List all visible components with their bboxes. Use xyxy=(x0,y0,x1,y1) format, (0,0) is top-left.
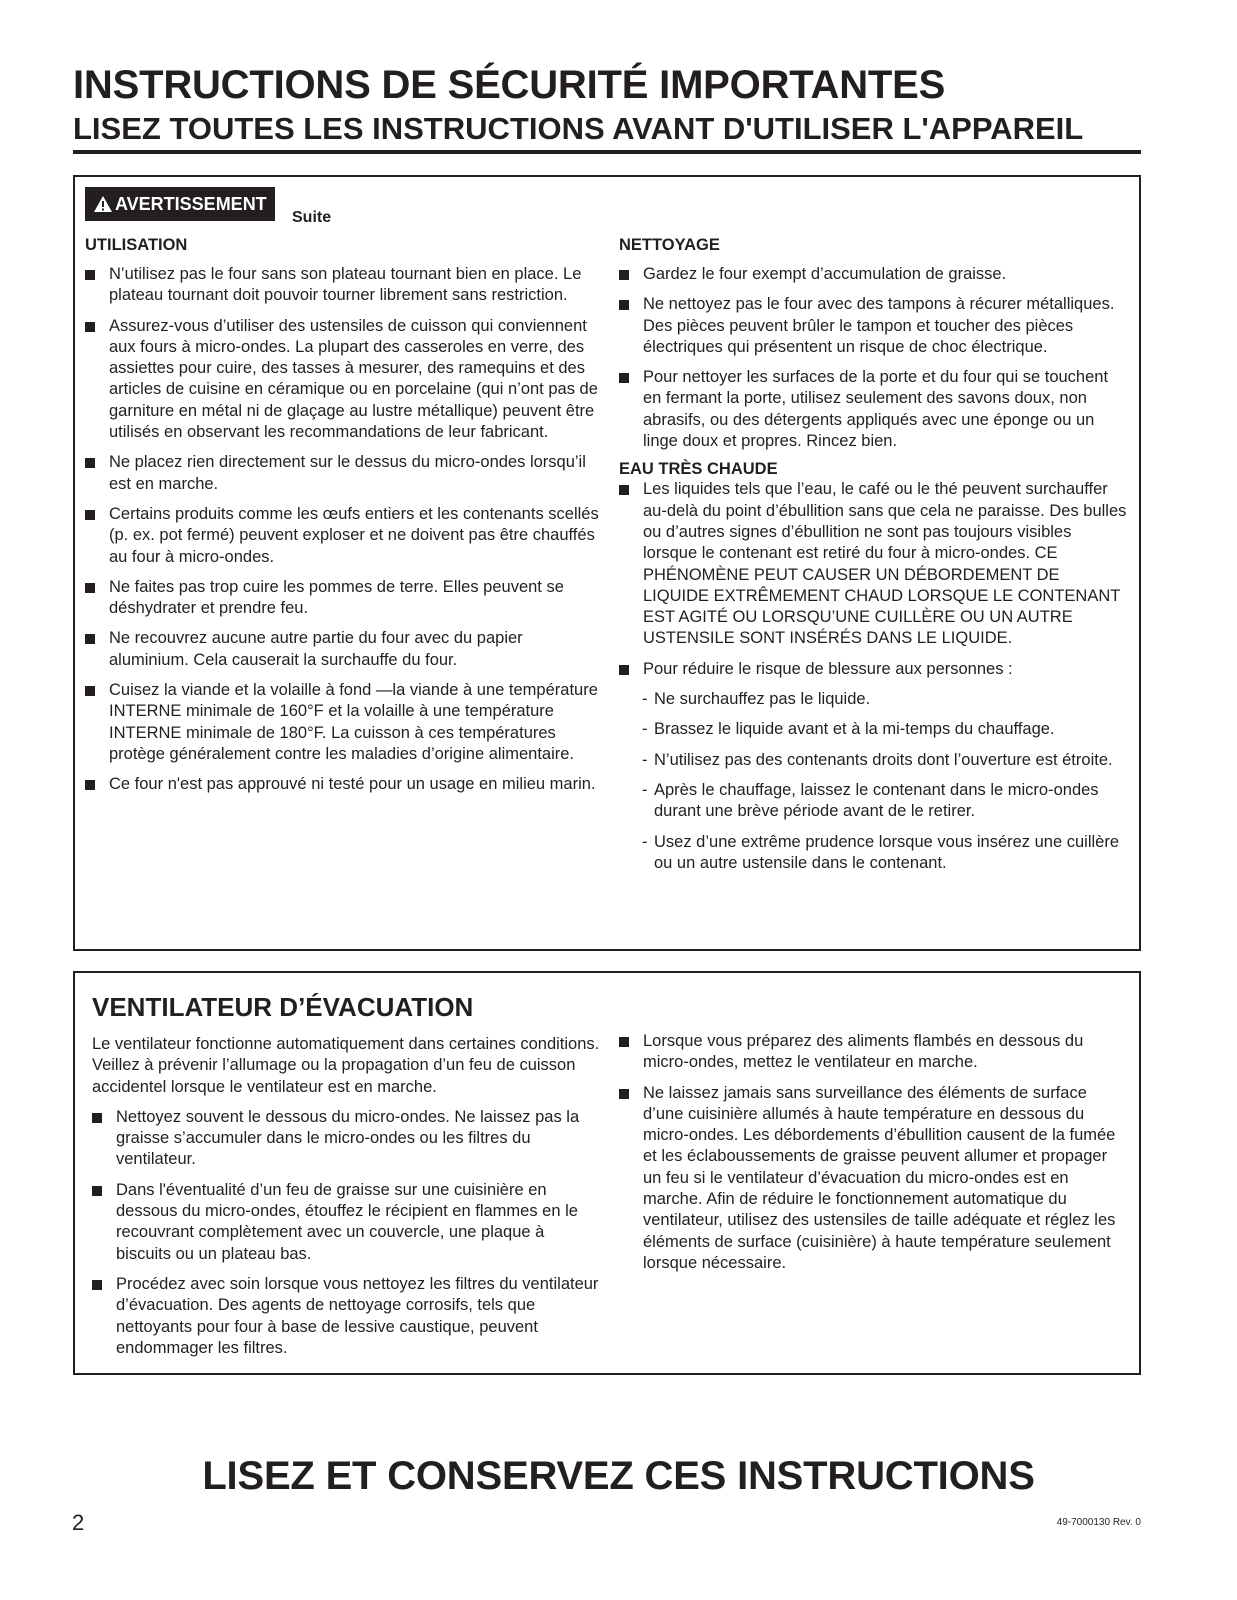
list-item: Dans l'éventualité d’un feu de graisse sur une cuisinière en dessous du micro-ondes, étouffez le récipient en flammes en le recouvrant complètement avec un couvercle, une plaque à biscuits ou un plateau bas. xyxy=(92,1180,602,1265)
sub-list-item: - Après le chauffage, laissez le contenant dans le micro-ondes durant une brève période avant de le retirer. xyxy=(642,780,1099,821)
nettoyage-list xyxy=(619,264,1129,452)
bullet-square-icon xyxy=(619,270,629,280)
ventilateur-heading: VENTILATEUR D’ÉVACUATION xyxy=(92,992,474,1022)
bullet-square-icon xyxy=(85,583,95,593)
list-item: Les liquides tels que l’eau, le café ou le thé peuvent surchauffer au-delà du point d’ébullition sans que cela ne paraisse. Des bulles ou d’autres signes d’ébullition ne sont pas toujours visibles lorsque le contenant est retiré du four à micro-ondes. CE PHÉNOMÈNE PEUT CAUSER UN DÉBORDEMENT DE LIQUIDE EXTRÊMEMENT CHAUD LORSQUE LE CONTENANT EST AGITÉ OU LORSQU’UNE CUILLÈRE OU UN AUTRE USTENSILE SONT INSÉRÉS DANS LE LIQUIDE. xyxy=(619,479,1129,649)
bullet-square-icon xyxy=(92,1186,102,1196)
sub-list-item: - N’utilisez pas des contenants droits dont l’ouverture est étroite. xyxy=(642,750,1113,769)
page-number: 2 xyxy=(72,1510,85,1535)
sub-list-item: - Ne surchauffez pas le liquide. xyxy=(642,690,871,709)
ventilateur-left-list xyxy=(92,1107,602,1359)
ventilateur-left-column xyxy=(92,991,602,1368)
bullet-square-icon xyxy=(85,780,95,790)
warning-badge-label: AVERTISSEMENT xyxy=(115,193,267,214)
utilisation-list xyxy=(85,264,605,796)
warning-box xyxy=(73,175,1141,951)
utilisation-column xyxy=(85,235,605,805)
eau-list xyxy=(619,479,1129,680)
document-code: 49-7000130 Rev. 0 xyxy=(1056,1517,1141,1528)
list-item: Ne laissez jamais sans surveillance des éléments de surface d’une cuisinière allumés à haute température en dessous du micro-ondes. Les débordements d’ébullition causent de la fumée et les éclaboussements de graisse peuvent allumer et propager un feu si le ventilateur d’évacuation du micro-ondes est en marche. Afin de réduire le fonctionnement automatique du ventilateur, utilisez des ustensiles de taille adéquate et réglez les éléments de surface (cuisinière) à haute température seulement lorsque nécessaire. xyxy=(619,1083,1119,1275)
list-item: Ce four n'est pas approuvé ni testé pour un usage en milieu marin. xyxy=(85,774,605,795)
page-title: INSTRUCTIONS DE SÉCURITÉ IMPORTANTES xyxy=(73,63,946,107)
bullet-square-icon xyxy=(619,485,629,495)
ventilateur-intro: Le ventilateur fonctionne automatiquement dans certaines conditions. Veillez à prévenir l’allumage ou la propagation d’un feu de cuisson accidentel lorsque le ventilateur est en marche. xyxy=(92,1035,600,1096)
ventilateur-box xyxy=(73,971,1141,1375)
eau-sub-list xyxy=(619,689,1129,874)
bullet-square-icon xyxy=(619,1037,629,1047)
nettoyage-column xyxy=(619,235,1129,883)
bullet-square-icon xyxy=(619,300,629,310)
list-item: Ne recouvrez aucune autre partie du four avec du papier aluminium. Cela causerait la surchauffe du four. xyxy=(85,628,605,671)
warning-badge xyxy=(85,187,275,221)
list-item: Nettoyez souvent le dessous du micro-ondes. Ne laissez pas la graisse s’accumuler dans le micro-ondes ou les filtres du ventilateur. xyxy=(92,1107,602,1171)
list-item: Ne faites pas trop cuire les pommes de terre. Elles peuvent se déshydrater et prendre feu. xyxy=(85,577,605,620)
bullet-square-icon xyxy=(92,1280,102,1290)
warning-triangle-icon xyxy=(93,195,113,213)
footer-title: LISEZ ET CONSERVEZ CES INSTRUCTIONS xyxy=(202,1454,1035,1498)
page-subtitle: LISEZ TOUTES LES INSTRUCTIONS AVANT D'UTILISER L'APPAREIL xyxy=(73,111,1084,146)
bullet-square-icon xyxy=(92,1113,102,1123)
list-item: Lorsque vous préparez des aliments flambés en dessous du micro-ondes, mettez le ventilateur en marche. xyxy=(619,1031,1119,1074)
suite-label: Suite xyxy=(292,209,332,226)
nettoyage-heading: NETTOYAGE xyxy=(619,236,720,254)
list-item: Gardez le four exempt d’accumulation de graisse. xyxy=(619,264,1129,285)
eau-heading: EAU TRÈS CHAUDE xyxy=(619,460,778,479)
utilisation-heading: UTILISATION xyxy=(85,236,188,254)
bullet-square-icon xyxy=(619,665,629,675)
list-item: Assurez-vous d’utiliser des ustensiles de cuisson qui conviennent aux fours à micro-ondes. La plupart des casseroles en verre, des assiettes pour cuire, des tasses à mesurer, des ramequins et des articles de cuisine en céramique ou en porcelaine (qui n’ont pas de garniture en métal ni de glaçage au lustre métallique) peuvent être utilisés en observant les recommandations de leur fabricant. xyxy=(85,316,605,444)
list-item: Cuisez la viande et la volaille à fond —la viande à une température INTERNE minimale de 160°F et la volaille à une température INTERNE minimale de 180°F. La cuisson à ces températures protège généralement contre les maladies d’origine alimentaire. xyxy=(85,680,605,765)
sub-list-item: - Usez d’une extrême prudence lorsque vous insérez une cuillère ou un autre ustensile dans le contenant. xyxy=(642,832,1120,872)
ventilateur-right-list xyxy=(619,1031,1119,1274)
bullet-square-icon xyxy=(85,510,95,520)
sub-list-item: - Brassez le liquide avant et à la mi-temps du chauffage. xyxy=(642,720,1055,739)
list-item: Pour réduire le risque de blessure aux personnes : xyxy=(619,659,1129,680)
bullet-square-icon xyxy=(619,373,629,383)
list-item: Ne placez rien directement sur le dessus du micro-ondes lorsqu’il est en marche. xyxy=(85,452,605,495)
title-rule xyxy=(73,150,1141,154)
list-item: N’utilisez pas le four sans son plateau tournant bien en place. Le plateau tournant doit pouvoir tourner librement sans restriction. xyxy=(85,264,605,307)
bullet-square-icon xyxy=(85,634,95,644)
bullet-square-icon xyxy=(85,458,95,468)
bullet-square-icon xyxy=(85,322,95,332)
list-item: Pour nettoyer les surfaces de la porte et du four qui se touchent en fermant la porte, utilisez seulement des savons doux, non abrasifs, ou des détergents appliqués avec une éponge ou un linge doux et propres. Rincez bien. xyxy=(619,367,1129,452)
list-item: Ne nettoyez pas le four avec des tampons à récurer métalliques. Des pièces peuvent brûler le tampon et toucher des pièces électriques qui présentent un risque de choc électrique. xyxy=(619,294,1129,358)
bullet-square-icon xyxy=(619,1089,629,1099)
bullet-square-icon xyxy=(85,686,95,696)
ventilateur-right-column xyxy=(619,1031,1119,1283)
list-item: Procédez avec soin lorsque vous nettoyez les filtres du ventilateur d’évacuation. Des agents de nettoyage corrosifs, tels que nettoyants pour four à base de lessive caustique, peuvent endommager les filtres. xyxy=(92,1274,602,1359)
bullet-square-icon xyxy=(85,270,95,280)
list-item: Certains produits comme les œufs entiers et les contenants scellés (p. ex. pot fermé) peuvent exploser et ne doivent pas être chauffés au four à micro-ondes. xyxy=(85,504,605,568)
